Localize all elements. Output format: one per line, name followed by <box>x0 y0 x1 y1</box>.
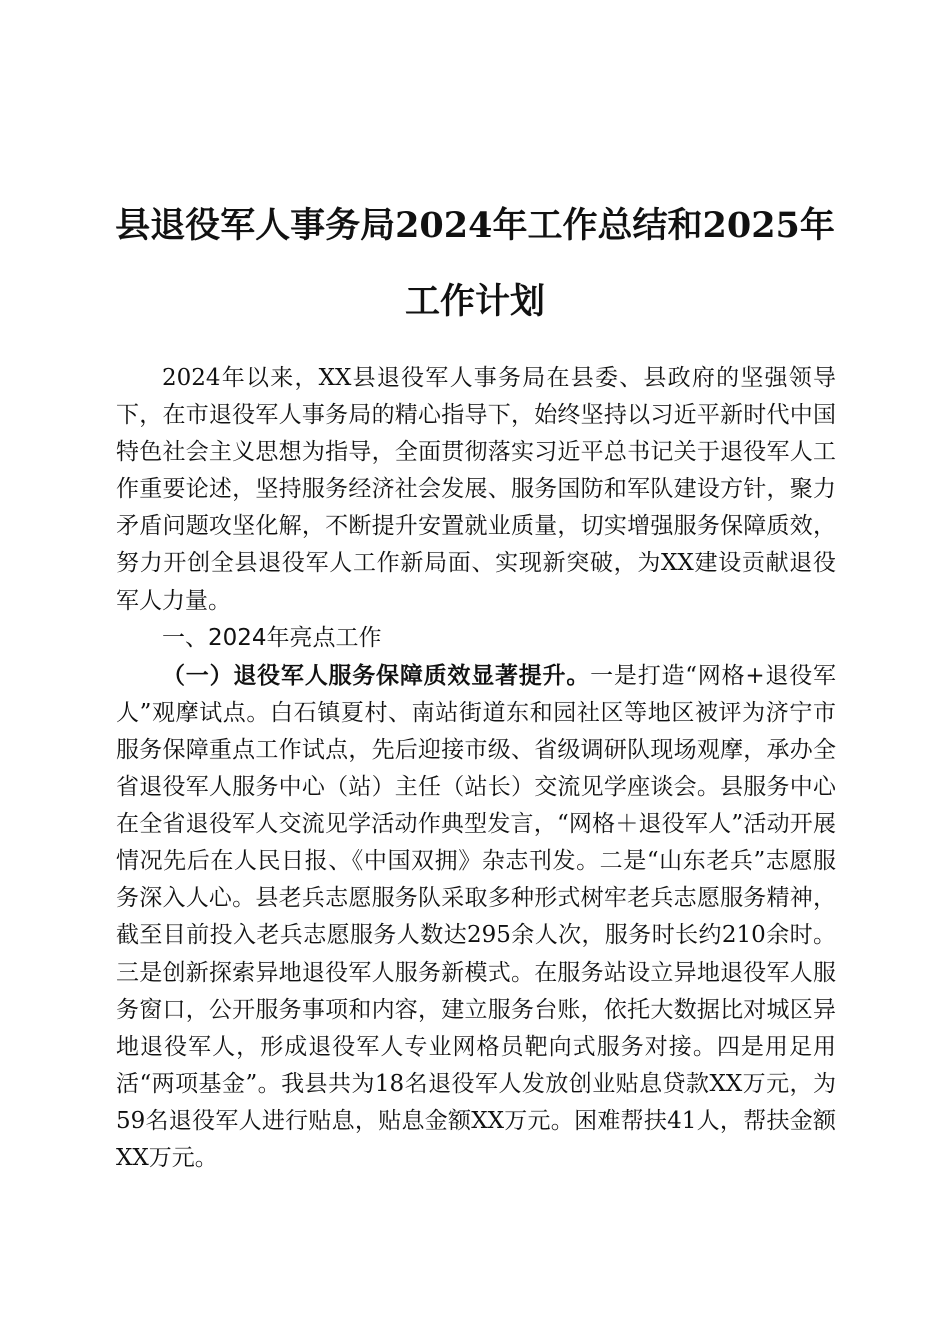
subsection-body-1: 一是打造“网格+退役军人”观摩试点。白石镇夏村、南站街道东和园社区等地区被评为济宁市服务保障重点工作试点，先后迎接市级、省级调研队现场观摩，承办全省退役军人服务中心（站）主任（站长）交流见学座谈会。县服务中心在全省退役军人交流见学活动作典型发言，“网格＋退役军人”活动开展情况先后在人民日报、《中国双拥》杂志刊发。二是“山东老兵”志愿服务深入人心。县老兵志愿服务队采取多种形式树牢老兵志愿服务精神，截至目前投入老兵志愿服务人数达295余人次，服务时长约210余时。三是创新探索异地退役军人服务新模式。在服务站设立异地退役军人服务窗口，公开服务事项和内容，建立服务台账，依托大数据比对城区异地退役军人，形成退役军人专业网格员靶向式服务对接。四是用足用活“两项基金”。我县共为18名退役军人发放创业贴息贷款XX万元，为59名退役军人进行贴息，贴息金额XX万元。困难帮扶41人，帮扶金额XX万元。 <box>116 662 837 1171</box>
subsection-paragraph-1 <box>116 657 836 1177</box>
document-title <box>110 188 840 340</box>
title-line-2: 工作计划 <box>404 281 545 323</box>
section-heading-1: 一、2024年亮点工作 <box>162 624 382 651</box>
subsection-heading-1: （一）退役军人服务保障质效显著提升。 <box>162 661 591 689</box>
document-body <box>116 360 836 1177</box>
title-line-1: 县退役军人事务局2024年工作总结和2025年 <box>115 205 835 247</box>
intro-paragraph: 2024年以来，XX县退役军人事务局在县委、县政府的坚强领导下，在市退役军人事务局的精心指导下，始终坚持以习近平新时代中国特色社会主义思想为指导，全面贯彻落实习近平总书记关于退役军人工作重要论述，坚持服务经济社会发展、服务国防和军队建设方针，聚力矛盾问题攻坚化解，不断提升安置就业质量，切实增强服务保障质效，努力开创全县退役军人工作新局面、实现新突破，为XX建设贡献退役军人力量。 <box>116 365 836 614</box>
